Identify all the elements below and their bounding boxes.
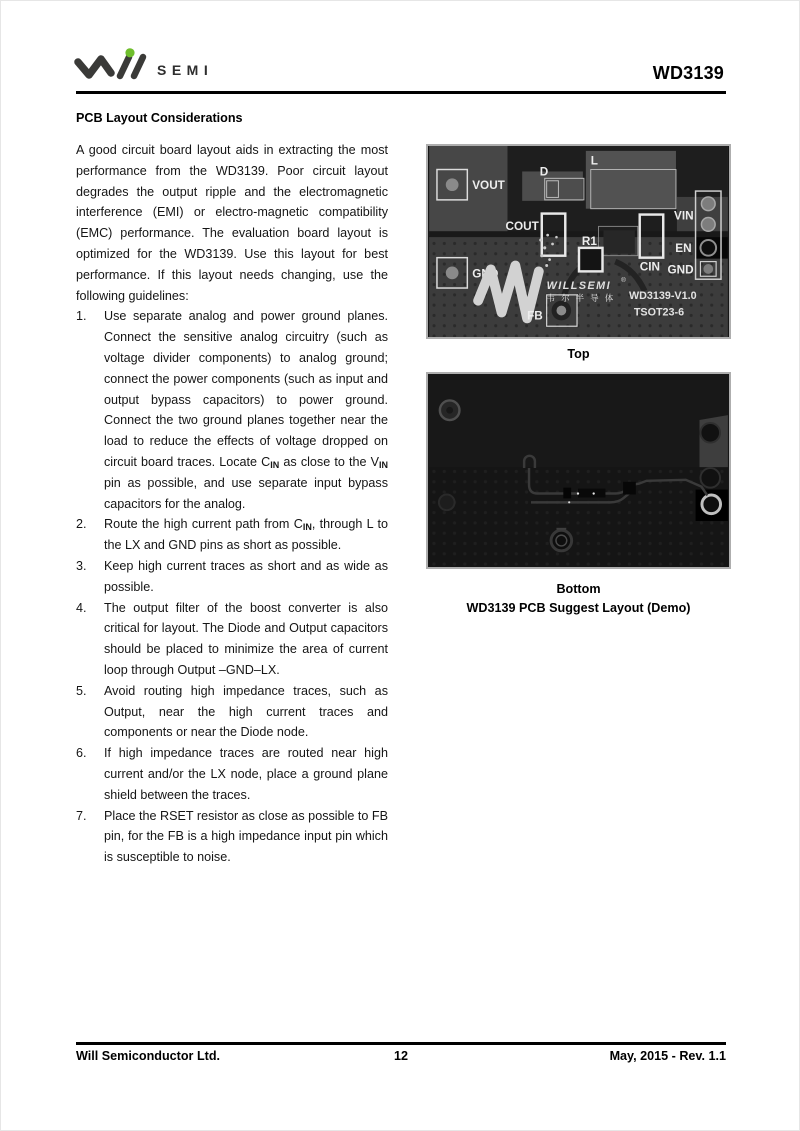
pcb-brand-text: WILLSEMI [546, 280, 612, 293]
pcb-top-image [426, 144, 731, 339]
pcb-label-gnd-right: GND [667, 263, 694, 277]
logo-slash-1 [120, 57, 129, 76]
guideline-item [76, 743, 388, 805]
pcb-bottom-image [426, 372, 731, 569]
part-number: WD3139 [652, 63, 724, 83]
pcb-label-vout: VOUT [472, 179, 505, 193]
guideline-number: 2. [76, 517, 87, 532]
guideline-text: If high impedance traces are routed near high current and/or the LX node, place a ground plane shield between the traces. [104, 746, 388, 802]
pcb-package-text: TSOT23-6 [633, 306, 685, 319]
guideline-item [76, 681, 388, 743]
guideline-text: Avoid routing high impedance traces, such as Output, near the high current traces and components or near the Diode node. [104, 683, 388, 740]
guideline-item [76, 806, 388, 868]
footer [76, 1049, 726, 1063]
logo-slash-2 [134, 57, 143, 76]
pcb-label-l: L [590, 154, 598, 168]
logo-semi-text: SEMI [157, 62, 214, 78]
caption-top: Top [567, 347, 590, 361]
logo-green-dot [125, 48, 134, 57]
pcb-label-cin: CIN [639, 260, 660, 274]
guideline-text: Keep high current traces as short and as wide as possible. [104, 558, 388, 594]
pcb-label-en: EN [675, 241, 692, 255]
guideline-item [76, 556, 388, 598]
logo-w-mark [78, 59, 111, 75]
footer-date-rev: May, 2015 - Rev. 1.1 [609, 1049, 727, 1063]
footer-rule [76, 1042, 726, 1045]
pcb-brand-reg-mark: ® [621, 277, 626, 285]
guideline-item [76, 306, 388, 514]
figure-column [426, 144, 731, 615]
guideline-text: Use separate analog and power ground planes. Connect the sensitive analog circuitry (such as voltage divider components) to analog ground; connect the power components (such as input and output bypass capacitors) to power ground. Connect the two ground planes together near the load to reduce the effects of voltage dropped on circuit board traces. Locate $C_{IN}$ as close to the $V_{IN}$ pin as possible, and use separate input bypass capacitors for the analog. [104, 309, 388, 511]
footer-company: Will Semiconductor Ltd. [76, 1049, 221, 1063]
guideline-number: 5. [76, 683, 87, 698]
pcb-label-d: D [539, 165, 549, 179]
pcb-label-gnd-left: GND [472, 267, 499, 281]
pcb-label-vin: VIN [673, 209, 694, 223]
guideline-number: 6. [76, 746, 87, 761]
guideline-item [76, 514, 388, 556]
figure-caption: WD3139 PCB Suggest Layout (Demo) [466, 601, 691, 615]
pcb-label-r1: R1 [581, 234, 597, 248]
footer-page-number: 12 [394, 1049, 409, 1063]
pcb-version-text: WD3139-V1.0 [628, 289, 697, 302]
guideline-text: Route the high current path from $C_{IN}$, through L to the LX and GND pins as short as possible. [104, 517, 389, 553]
intro-paragraph: A good circuit board layout aids in extracting the most performance from the WD3139. Poor circuit layout degrades the output ripple and the electromagnetic interference (EMI) or electro-magnetic compatibility (EMC) performance. The evaluation board layout is optimized for the WD3139. Use this layout for best performance. If this layout needs changing, use the following guidelines: [76, 143, 388, 303]
willsemi-logo [73, 48, 238, 90]
guideline-number: 7. [76, 808, 87, 823]
guideline-number: 4. [76, 600, 87, 615]
pcb-label-fb: FB [527, 309, 543, 323]
header-rule [76, 91, 726, 94]
body-text-column [76, 140, 388, 868]
guideline-number: 1. [76, 309, 87, 324]
caption-bottom: Bottom [556, 582, 601, 596]
guideline-text: The output filter of the boost converter is also critical for layout. The Diode and Output capacitors should be placed to minimize the area of current loop through Output –GND–LX. [104, 600, 388, 677]
page-title: PCB Layout Considerations [76, 111, 243, 125]
pcb-label-cout: COUT [505, 220, 539, 234]
guideline-item [76, 598, 388, 681]
guideline-text: Place the RSET resistor as close as possible to FB pin, for the FB is a high impedance input pin which is susceptible to noise. [104, 808, 388, 865]
pcb-brand-cjk-text: 韦 尔 半 导 体 [546, 292, 616, 303]
guideline-number: 3. [76, 558, 87, 573]
